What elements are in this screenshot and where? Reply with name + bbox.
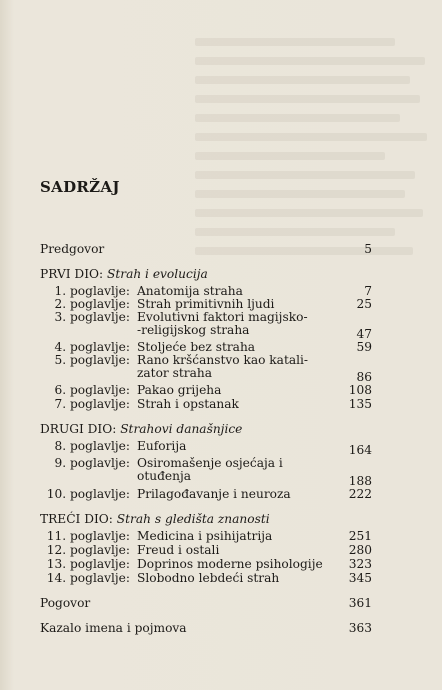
chapter-number: 7. poglavlje: [54, 397, 130, 411]
chapter-number: 1. poglavlje: [54, 284, 130, 298]
part-subtitle: Strah s gledišta znanosti [116, 512, 270, 526]
entry-page: 47 [356, 327, 372, 341]
chapter-number: 10. poglavlje: [46, 487, 130, 501]
entry-page: 280 [348, 543, 372, 557]
chapter-title: Prilagođavanje i neuroza [137, 487, 291, 501]
entry-page: 222 [348, 487, 372, 501]
entry-page: 361 [348, 596, 372, 610]
chapter-number: 13. poglavlje: [46, 557, 130, 571]
chapter-title-continued: otuđenja [137, 469, 191, 483]
entry-page: 5 [364, 242, 372, 256]
entry-page: 323 [348, 557, 372, 571]
chapter-title: Slobodno lebdeći strah [137, 571, 280, 585]
part-label: PRVI DIO: [40, 267, 104, 281]
part-subtitle: Strahovi današnjice [120, 422, 243, 436]
chapter-number: 3. poglavlje: [54, 310, 130, 324]
entry-page: 188 [348, 474, 372, 488]
entry-page: 108 [348, 383, 372, 397]
entry-page: 135 [348, 397, 372, 411]
entry-label: Kazalo imena i pojmova [40, 621, 187, 635]
part-label: TREĆI DIO: [40, 512, 113, 526]
page-title: SADRŽAJ [40, 178, 120, 196]
part-label: DRUGI DIO: [40, 422, 117, 436]
chapter-number: 4. poglavlje: [54, 340, 130, 354]
chapter-title: Evolutivni faktori magijsko- [137, 310, 308, 324]
chapter-title: Freud i ostali [137, 543, 220, 557]
chapter-title: Osiromašenje osjećaja i [137, 456, 283, 470]
chapter-title: Rano kršćanstvo kao katali- [137, 353, 309, 367]
entry-label: Pogovor [40, 596, 91, 610]
part-subtitle: Strah i evolucija [107, 267, 208, 281]
bleed-through-text [195, 38, 440, 266]
chapter-title: Stoljeće bez straha [137, 340, 256, 354]
chapter-number: 5. poglavlje: [54, 353, 130, 367]
chapter-number: 14. poglavlje: [46, 571, 130, 585]
entry-page: 363 [348, 621, 372, 635]
chapter-title: Doprinos moderne psihologije [137, 557, 323, 571]
chapter-title: Pakao grijeha [137, 383, 222, 397]
entry-page: 59 [356, 340, 372, 354]
entry-page: 251 [348, 529, 372, 543]
entry-page: 164 [348, 443, 372, 457]
chapter-title-continued: -religijskog straha [137, 323, 250, 337]
chapter-title: Strah primitivnih ljudi [137, 297, 275, 311]
entry-page: 86 [356, 370, 372, 384]
chapter-number: 11. poglavlje: [46, 529, 130, 543]
chapter-number: 12. poglavlje: [46, 543, 130, 557]
chapter-number: 9. poglavlje: [54, 456, 130, 470]
entry-page: 25 [356, 297, 372, 311]
entry-page: 345 [348, 571, 372, 585]
entry-page: 7 [364, 284, 372, 298]
chapter-title: Medicina i psihijatrija [137, 529, 273, 543]
entry-label: Predgovor [40, 242, 105, 256]
chapter-number: 2. poglavlje: [54, 297, 130, 311]
chapter-title: Strah i opstanak [137, 397, 239, 411]
chapter-number: 8. poglavlje: [54, 439, 130, 453]
chapter-title-continued: zator straha [137, 366, 212, 380]
chapter-title: Euforija [137, 439, 187, 453]
chapter-title: Anatomija straha [137, 284, 243, 298]
chapter-number: 6. poglavlje: [54, 383, 130, 397]
